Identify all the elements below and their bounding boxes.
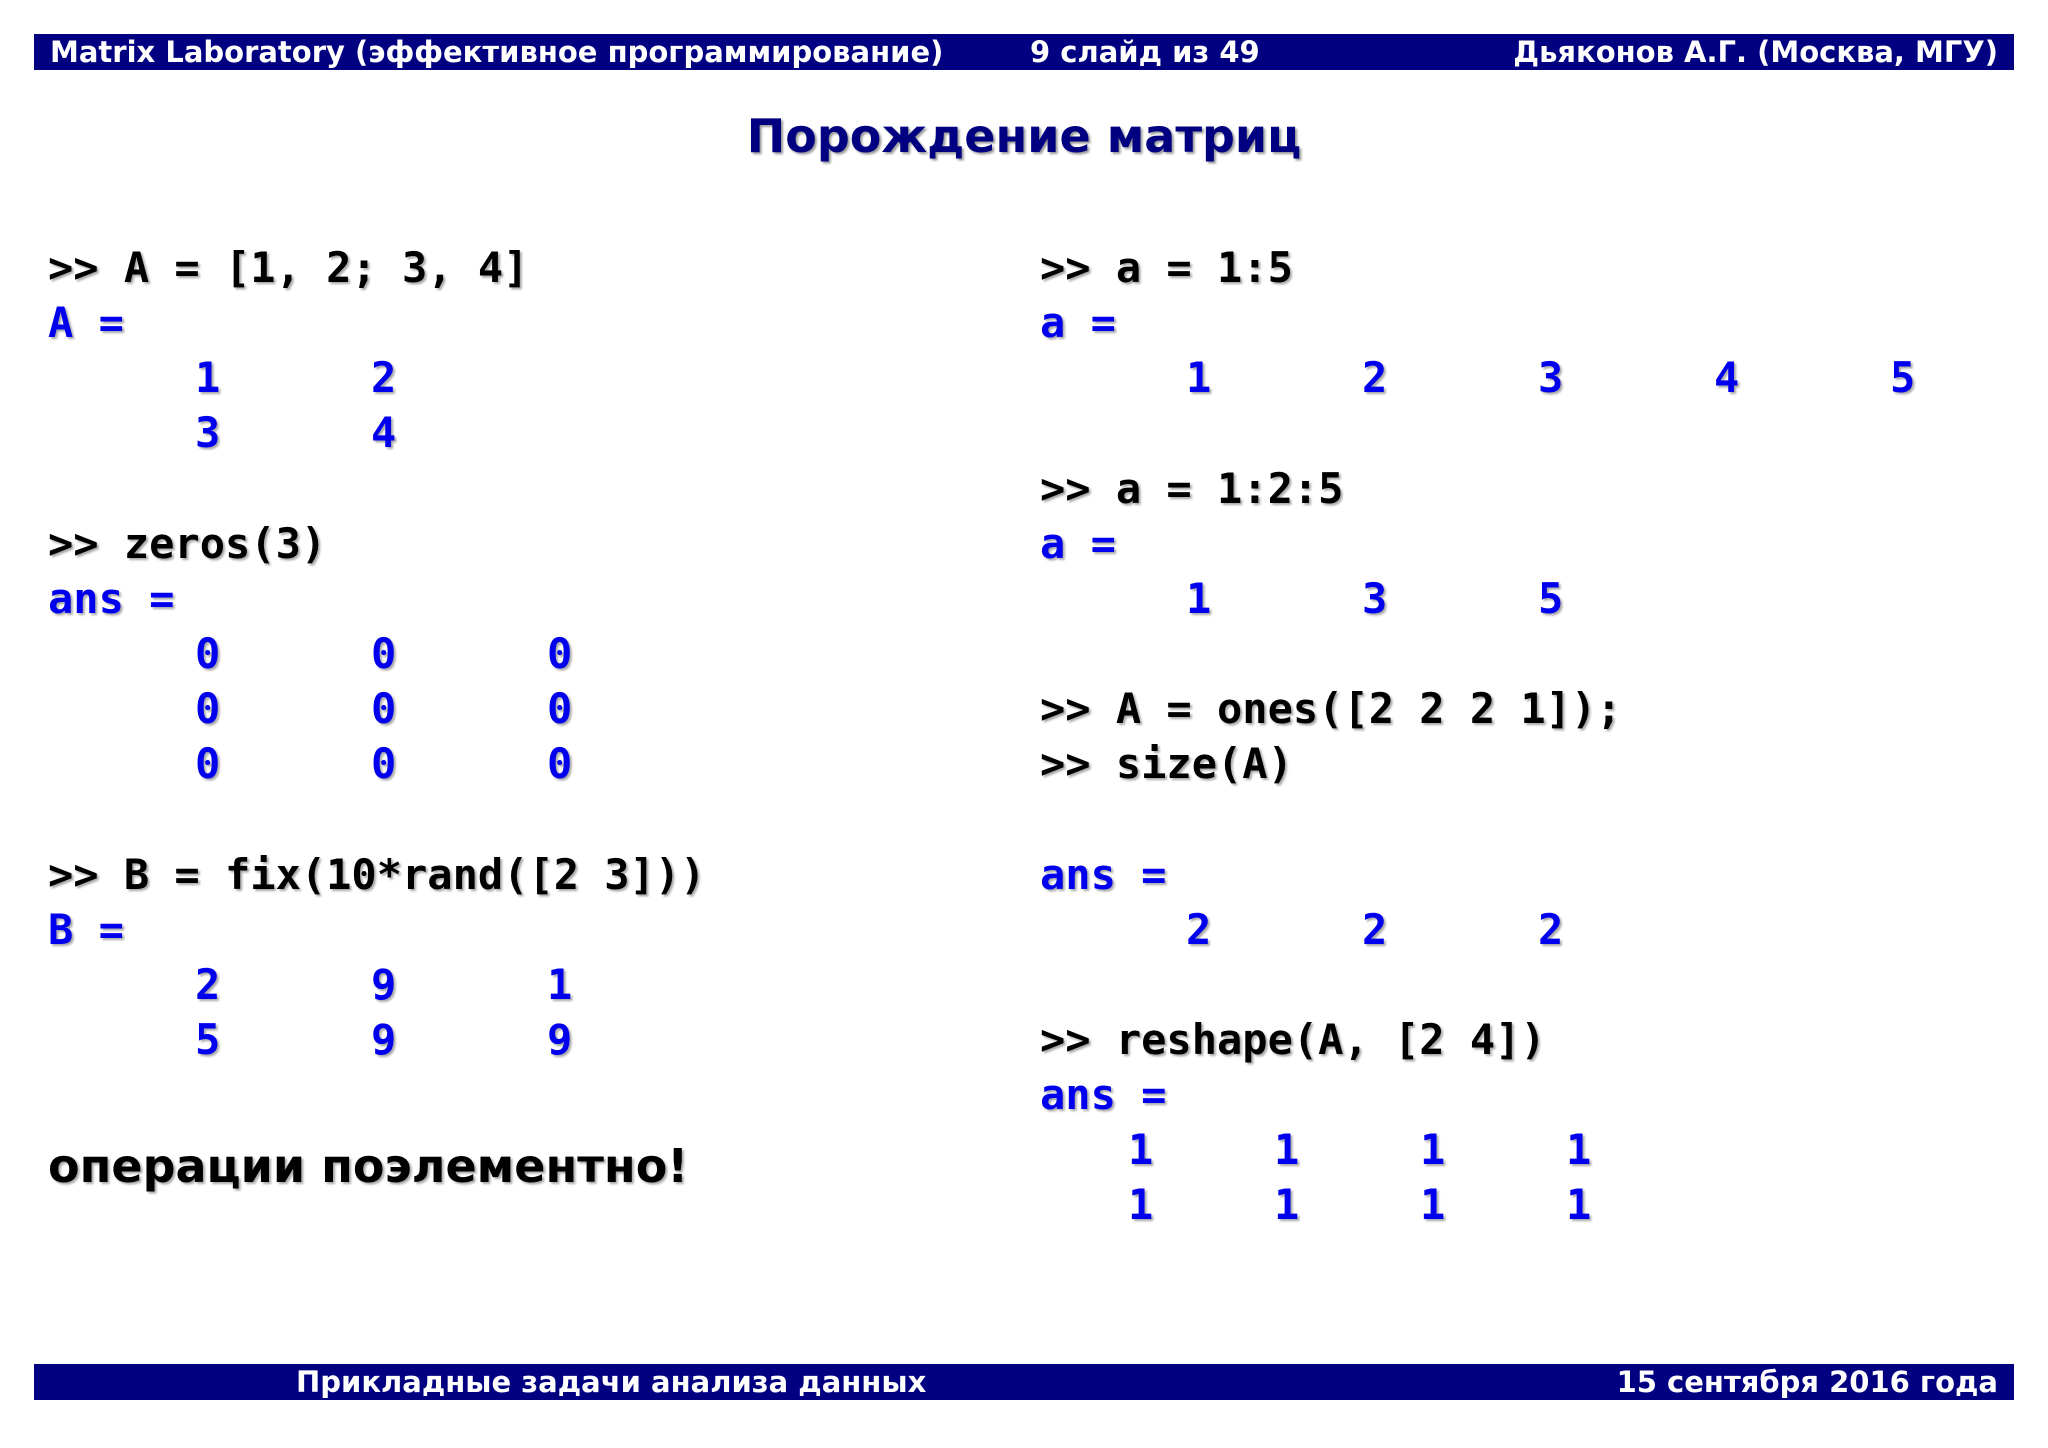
vector-cell: 2 xyxy=(1362,353,1388,402)
right-ex3-output-label: ans = xyxy=(1040,850,1167,899)
slide-counter: 9 слайд из 49 xyxy=(1030,35,1260,69)
vector-cell: 3 xyxy=(1362,574,1388,623)
matrix-cell: 1 xyxy=(1566,1125,1592,1174)
vector-cell: 2 xyxy=(1538,905,1564,954)
left-ex2-output-label: ans = xyxy=(48,574,175,623)
vector-cell: 2 xyxy=(1362,905,1388,954)
matrix-cell: 0 xyxy=(547,684,573,733)
matrix-cell: 1 xyxy=(1128,1125,1154,1174)
vector-cell: 2 xyxy=(1186,905,1212,954)
matrix-cell: 1 xyxy=(1420,1125,1446,1174)
matrix-cell: 9 xyxy=(547,1015,573,1064)
matrix-cell: 2 xyxy=(371,353,397,402)
header-author: Дьяконов А.Г. (Москва, МГУ) xyxy=(1513,35,1998,69)
matrix-cell: 2 xyxy=(195,960,221,1009)
matrix-cell: 1 xyxy=(195,353,221,402)
left-ex3-command: >> B = fix(10*rand([2 3])) xyxy=(48,850,706,899)
matrix-cell: 4 xyxy=(371,408,397,457)
vector-cell: 1 xyxy=(1186,574,1212,623)
matrix-cell: 0 xyxy=(195,739,221,788)
left-ex3-output-label: B = xyxy=(48,905,124,954)
matrix-cell: 1 xyxy=(1274,1180,1300,1229)
vector-cell: 3 xyxy=(1538,353,1564,402)
matrix-cell: 0 xyxy=(195,684,221,733)
header-bar xyxy=(34,34,2014,70)
matrix-cell: 1 xyxy=(1566,1180,1592,1229)
footer-date: 15 сентября 2016 года xyxy=(1616,1365,1998,1399)
right-ex3-command-2: >> size(A) xyxy=(1040,739,1293,788)
right-ex1-output-label: a = xyxy=(1040,298,1116,347)
matrix-cell: 1 xyxy=(547,960,573,1009)
left-ex2-command: >> zeros(3) xyxy=(48,519,327,568)
elementwise-note: операции поэлементно! xyxy=(48,1139,689,1193)
matrix-cell: 0 xyxy=(371,684,397,733)
right-ex1-command: >> a = 1:5 xyxy=(1040,243,1293,292)
vector-cell: 1 xyxy=(1186,353,1212,402)
right-ex3-command-1: >> A = ones([2 2 2 1]); xyxy=(1040,684,1622,733)
header-course: Matrix Laboratory (эффективное программирование) xyxy=(50,35,944,69)
matrix-cell: 1 xyxy=(1420,1180,1446,1229)
vector-cell: 5 xyxy=(1890,353,1916,402)
matrix-cell: 9 xyxy=(371,1015,397,1064)
vector-cell: 4 xyxy=(1714,353,1740,402)
matrix-cell: 3 xyxy=(195,408,221,457)
slide-title: Порождение матриц xyxy=(746,109,1302,163)
footer-bar xyxy=(34,1364,2014,1400)
right-ex4-output-label: ans = xyxy=(1040,1070,1167,1119)
right-ex2-command: >> a = 1:2:5 xyxy=(1040,464,1344,513)
left-ex1-output-label: A = xyxy=(48,298,124,347)
vector-cell: 5 xyxy=(1538,574,1564,623)
matrix-cell: 0 xyxy=(547,739,573,788)
matrix-cell: 9 xyxy=(371,960,397,1009)
matrix-cell: 0 xyxy=(195,629,221,678)
matrix-cell: 0 xyxy=(547,629,573,678)
matrix-cell: 1 xyxy=(1274,1125,1300,1174)
matrix-cell: 5 xyxy=(195,1015,221,1064)
right-ex4-command: >> reshape(A, [2 4]) xyxy=(1040,1015,1546,1064)
matrix-cell: 1 xyxy=(1128,1180,1154,1229)
matrix-cell: 0 xyxy=(371,739,397,788)
matrix-cell: 0 xyxy=(371,629,397,678)
right-ex2-output-label: a = xyxy=(1040,519,1116,568)
left-ex1-command: >> A = [1, 2; 3, 4] xyxy=(48,243,529,292)
footer-course: Прикладные задачи анализа данных xyxy=(296,1365,927,1399)
